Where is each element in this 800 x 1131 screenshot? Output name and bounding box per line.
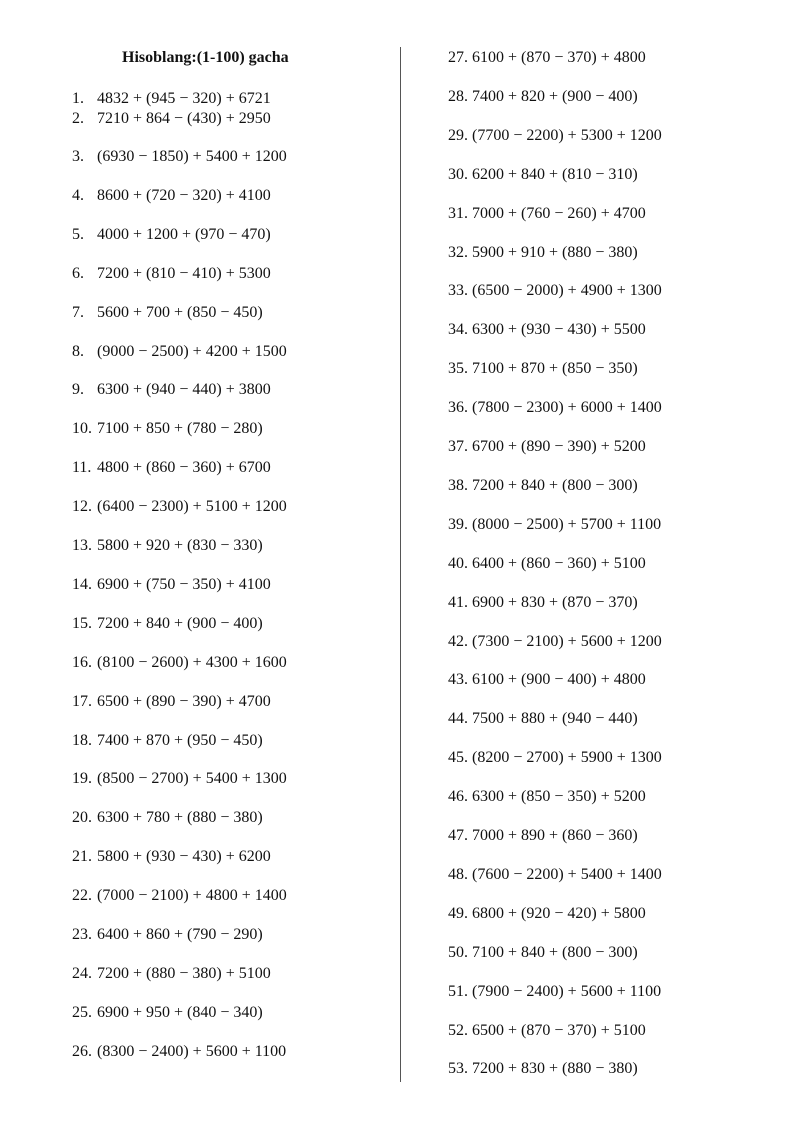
problem-item [72,303,263,323]
problem-item [72,264,271,284]
problem-number: 30. [448,165,468,183]
problem-number: 7. [72,303,84,321]
problem-expression: 7210 + 864 − (430) + 2950 [97,110,271,127]
problem-expression: 7400 + 870 + (950 − 450) [97,731,263,749]
problem-item [448,1059,638,1079]
problem-number: 48. [448,865,468,883]
problem-expression: (6400 − 2300) + 5100 + 1200 [97,498,287,516]
problem-item [448,320,646,340]
problem-expression: 5800 + 920 + (830 − 330) [97,537,263,554]
problem-expression: 7200 + 830 + (880 − 380) [472,1060,638,1078]
problem-number: 47. [448,827,468,844]
problem-expression: (7000 − 2100) + 4800 + 1400 [97,887,287,905]
problem-item [448,281,662,301]
problem-number: 52. [448,1021,468,1039]
problem-number: 34. [448,321,468,339]
problem-expression: 6500 + (890 − 390) + 4700 [97,692,271,710]
problem-item [72,575,271,595]
problem-number: 14. [72,575,92,593]
problem-item [72,1003,263,1023]
problem-expression: 7100 + 850 + (780 − 280) [97,420,263,438]
problem-number: 18. [72,731,92,749]
problem-item [448,943,638,963]
problem-expression: 6900 + 830 + (870 − 370) [472,593,638,611]
problem-item [448,437,646,457]
problem-number: 10. [72,420,92,438]
problem-number: 19. [72,770,92,788]
problem-item [72,109,271,129]
problem-expression: 4832 + (945 − 320) + 6721 [97,90,271,107]
problem-expression: (7700 − 2200) + 5300 + 1200 [472,126,662,144]
problem-number: 35. [448,360,468,378]
problem-expression: 6700 + (890 − 390) + 5200 [472,438,646,455]
problem-expression: 6800 + (920 − 420) + 5800 [472,904,646,922]
problem-number: 33. [448,282,468,300]
column-divider [400,47,401,1082]
problem-expression: 6200 + 840 + (810 − 310) [472,165,638,183]
problem-item [448,1021,646,1041]
problem-item [72,147,287,167]
problem-expression: 8600 + (720 − 320) + 4100 [97,186,271,204]
problem-number: 25. [72,1003,92,1021]
problem-number: 23. [72,926,92,943]
problem-expression: 7200 + 840 + (900 − 400) [97,614,263,632]
problem-item [72,536,263,556]
problem-expression: 6400 + (860 − 360) + 5100 [472,554,646,572]
problem-number: 20. [72,809,92,827]
problem-item [72,964,271,984]
problem-item [448,748,662,768]
problem-expression: (6500 − 2000) + 4900 + 1300 [472,282,662,300]
problem-item [72,380,271,400]
problem-number: 16. [72,653,92,671]
problem-number: 8. [72,342,84,360]
problem-expression: (7800 − 2300) + 6000 + 1400 [472,399,662,417]
problem-expression: 6100 + (900 − 400) + 4800 [472,671,646,689]
problem-number: 44. [448,710,468,728]
problem-number: 15. [72,614,92,632]
problem-item [72,769,287,789]
problem-item [72,342,287,362]
problem-number: 40. [448,554,468,572]
problem-number: 22. [72,887,92,905]
problem-item [72,458,271,478]
problem-item [448,476,638,496]
problem-number: 53. [448,1060,468,1078]
problem-expression: (8200 − 2700) + 5900 + 1300 [472,749,662,767]
problem-number: 39. [448,515,468,533]
problem-number: 28. [448,87,468,105]
problem-number: 6. [72,264,84,282]
problem-number: 51. [448,982,468,1000]
problem-number: 43. [448,671,468,689]
problem-number: 29. [448,126,468,144]
problem-number: 38. [448,476,468,494]
problem-number: 49. [448,904,468,922]
problem-item [448,670,646,690]
problem-item [448,709,638,729]
problem-expression: 5800 + (930 − 430) + 6200 [97,848,271,866]
problem-number: 26. [72,1042,92,1060]
problem-expression: (8300 − 2400) + 5600 + 1100 [97,1042,287,1060]
problem-expression: 6300 + (930 − 430) + 5500 [472,321,646,339]
problem-number: 12. [72,498,92,516]
problem-item [72,614,263,634]
problem-expression: 4800 + (860 − 360) + 6700 [97,459,271,477]
problem-number: 50. [448,943,468,961]
problem-item [448,359,638,379]
problem-number: 24. [72,964,92,982]
problem-expression: 7100 + 870 + (850 − 350) [472,360,638,378]
problem-expression: 7000 + (760 − 260) + 4700 [472,204,646,222]
problem-item [72,419,263,439]
problem-item [448,126,662,146]
problem-item [72,497,287,517]
problem-number: 9. [72,381,84,399]
problem-number: 17. [72,692,92,710]
problem-number: 11. [72,459,92,477]
problem-item [448,982,661,1002]
problem-item [72,886,287,906]
problem-expression: 6100 + (870 − 370) + 4800 [472,49,646,66]
problem-number: 45. [448,749,468,767]
problem-item [448,87,638,107]
problem-expression: (9000 − 2500) + 4200 + 1500 [97,342,287,360]
problem-expression: 7200 + 840 + (800 − 300) [472,476,638,494]
problem-number: 4. [72,186,84,204]
problem-number: 21. [72,848,92,866]
problem-expression: (7300 − 2100) + 5600 + 1200 [472,632,662,650]
problem-item [72,731,263,751]
problem-expression: 6500 + (870 − 370) + 5100 [472,1021,646,1039]
problem-expression: 7100 + 840 + (800 − 300) [472,943,638,961]
problem-number: 42. [448,632,468,650]
problem-item [448,515,661,535]
problem-expression: 6300 + 780 + (880 − 380) [97,809,263,827]
problem-expression: (8100 − 2600) + 4300 + 1600 [97,653,287,671]
problem-item [448,554,646,574]
problem-number: 31. [448,204,468,222]
problem-expression: 6900 + (750 − 350) + 4100 [97,575,271,593]
problem-item [448,243,638,263]
problem-item [72,653,287,673]
problem-expression: 7000 + 890 + (860 − 360) [472,827,638,844]
problem-item [448,48,646,68]
problem-item [72,692,271,712]
problem-expression: 6300 + (940 − 440) + 3800 [97,381,271,399]
problem-item [448,865,662,885]
problem-item [72,1042,286,1062]
problem-number: 5. [72,225,84,243]
problem-expression: (7900 − 2400) + 5600 + 1100 [472,982,662,1000]
problem-number: 41. [448,593,468,611]
problem-expression: (8500 − 2700) + 5400 + 1300 [97,770,287,788]
problem-item [448,632,662,652]
problem-expression: 7500 + 880 + (940 − 440) [472,710,638,728]
page-title: Hisoblang:(1-100) gacha [122,49,289,66]
problem-number: 37. [448,438,468,455]
problem-item [72,89,271,109]
problem-item [448,787,646,807]
problem-number: 1. [72,90,84,107]
problem-expression: (7600 − 2200) + 5400 + 1400 [472,865,662,883]
problem-item [448,826,638,846]
problem-item [72,925,263,945]
problem-item [72,808,263,828]
problem-expression: 7200 + (810 − 410) + 5300 [97,264,271,282]
problem-item [448,593,638,613]
problem-number: 27. [448,49,468,66]
problem-item [72,225,271,245]
problem-item [448,398,662,418]
problem-expression: 6300 + (850 − 350) + 5200 [472,788,646,806]
problem-expression: 4000 + 1200 + (970 − 470) [97,225,271,243]
problem-expression: 5900 + 910 + (880 − 380) [472,243,638,261]
problem-expression: 5600 + 700 + (850 − 450) [97,303,263,321]
problem-item [72,186,271,206]
problem-number: 32. [448,243,468,261]
problem-expression: 7400 + 820 + (900 − 400) [472,87,638,105]
problem-item [448,165,638,185]
problem-number: 2. [72,110,84,127]
problem-number: 36. [448,399,468,417]
problem-item [448,204,646,224]
problem-expression: 6400 + 860 + (790 − 290) [97,926,263,943]
problem-item [72,847,271,867]
problem-number: 13. [72,537,92,554]
problem-expression: 6900 + 950 + (840 − 340) [97,1003,263,1021]
problem-number: 3. [72,148,84,165]
problem-number: 46. [448,788,468,806]
problem-expression: (8000 − 2500) + 5700 + 1100 [472,515,662,533]
problem-expression: 7200 + (880 − 380) + 5100 [97,964,271,982]
problem-item [448,904,646,924]
problem-expression: (6930 − 1850) + 5400 + 1200 [97,148,287,165]
